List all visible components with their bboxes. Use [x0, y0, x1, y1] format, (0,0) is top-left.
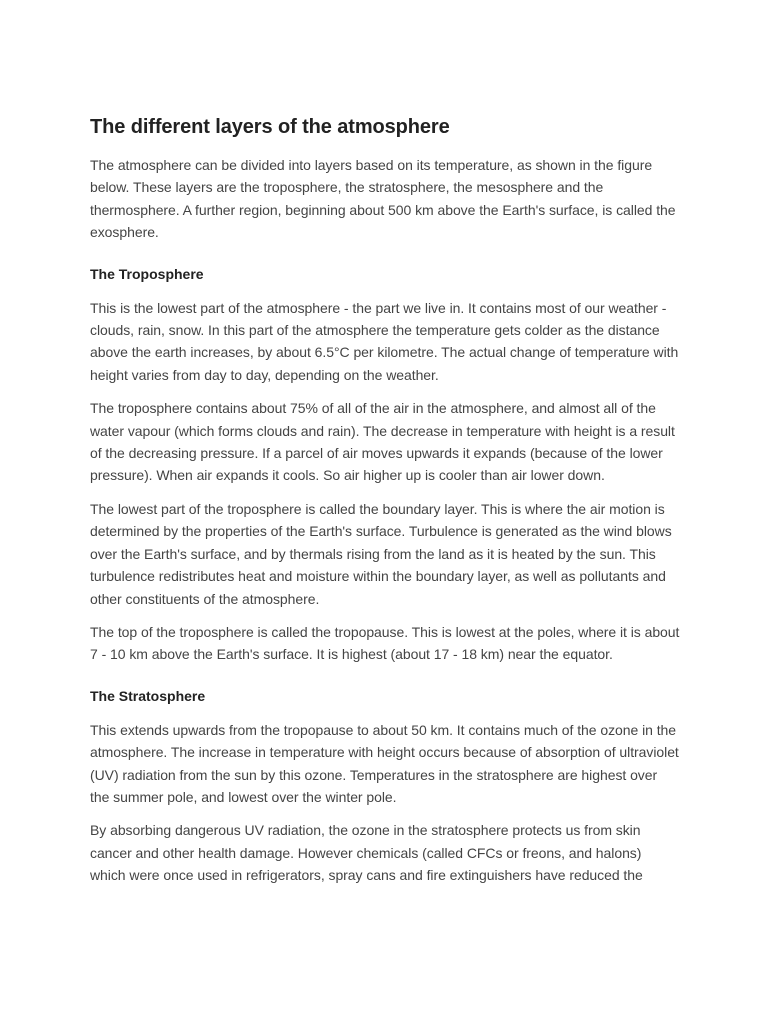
section-heading-troposphere: The Troposphere: [90, 265, 204, 282]
intro-paragraph: The atmosphere can be divided into layers based on its temperature, as shown in the figure below. These layers are the troposphere, the stratosphere, the mesosphere and the thermosphere. A further region, beginning about 500 km above the Earth's surface, is called the exosphere.: [90, 157, 676, 241]
page-title: The different layers of the atmosphere: [90, 116, 450, 138]
stratosphere-paragraph-1: This extends upwards from the tropopause to about 50 km. It contains much of the ozone in the atmosphere. The increase in temperature with height occurs because of absorption of ultraviolet (UV) radiation from the sun by this ozone. Temperatures in the stratosphere are highest over the summer pole, and lowest over the winter pole.: [90, 721, 679, 805]
document-page: [90, 114, 680, 898]
troposphere-paragraph-1: This is the lowest part of the atmosphere - the part we live in. It contains most of our weather - clouds, rain, snow. In this part of the atmosphere the temperature gets colder as the distance above the earth increases, by about 6.5°C per kilometre. The actual change of temperature with height varies from day to day, depending on the weather.: [90, 299, 679, 383]
troposphere-paragraph-3: The lowest part of the troposphere is called the boundary layer. This is where the air motion is determined by the properties of the Earth's surface. Turbulence is generated as the wind blows over the Earth's surface, and by thermals rising from the land as it is heated by the sun. This turbulence redistributes heat and moisture within the boundary layer, as well as pollutants and other constituents of the atmosphere.: [90, 500, 672, 607]
stratosphere-paragraph-2: By absorbing dangerous UV radiation, the ozone in the stratosphere protects us from skin cancer and other health damage. However chemicals (called CFCs or freons, and halons) which were once used in refrigerators, spray cans and fire extinguishers have reduced the: [90, 822, 643, 884]
troposphere-paragraph-4: The top of the troposphere is called the tropopause. This is lowest at the poles, where it is about 7 - 10 km above the Earth's surface. It is highest (about 17 - 18 km) near the equator.: [90, 623, 680, 663]
troposphere-paragraph-2: The troposphere contains about 75% of all of the air in the atmosphere, and almost all of the water vapour (which forms clouds and rain). The decrease in temperature with height is a result of the decreasing pressure. If a parcel of air moves upwards it expands (because of the lower pressure). When air expands it cools. So air higher up is cooler than air lower down.: [90, 400, 675, 484]
section-heading-stratosphere: The Stratosphere: [90, 687, 206, 704]
